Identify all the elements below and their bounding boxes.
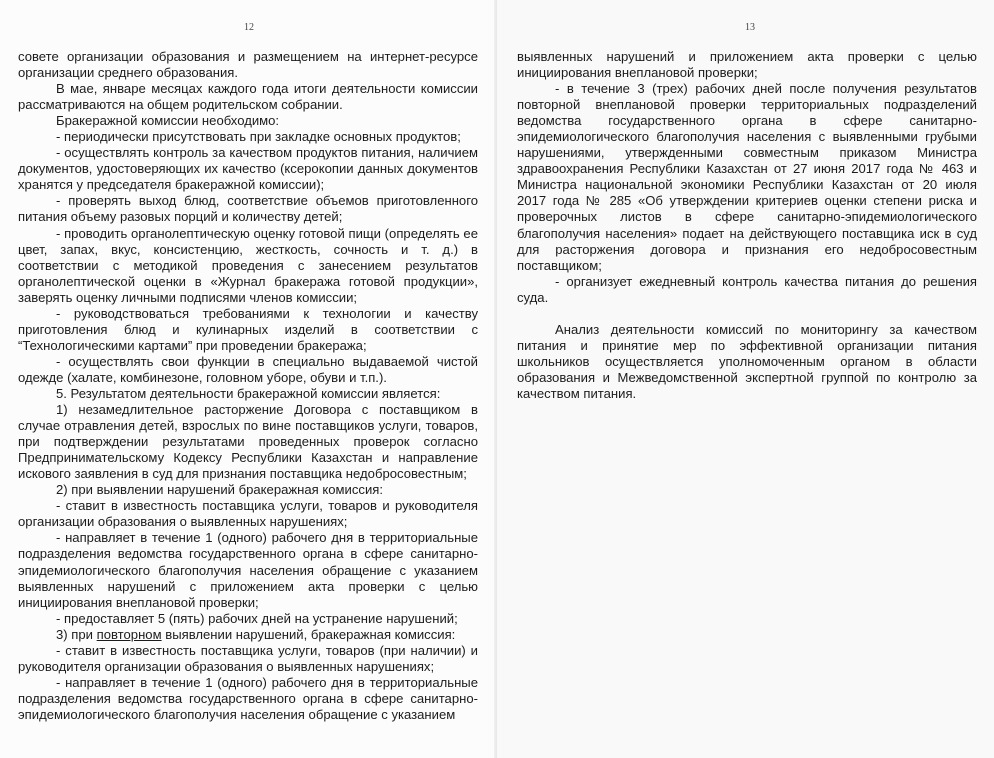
page-number: 12: [244, 22, 254, 33]
numbered-item: 1) незамедлительное расторжение Договора с поставщиком в случае отравления детей, взрослых по вине поставщиков услуги, товаров, при подтверждении результатами проведенных проверок согласно Предпринимательскому Кодексу Республики Казахстан и направление искового заявления в суд для признания поставщика недобросовестным;: [18, 402, 478, 482]
list-item: - направляет в течение 1 (одного) рабочего дня в территориальные подразделения ведомства государственного органа в сфере санитарно-эпидемиологического благополучия населения обращение с указанием выявленных нарушений с приложением акта проверки с целью инициирования внеплановой проверки;: [18, 530, 478, 610]
list-item: - в течение 3 (трех) рабочих дней после получения результатов повторной внеплановой проверки территориальных подразделений ведомства государственного органа в сфере санитарно-эпидемиологического благополучия населения с выявленными грубыми нарушениями, утвержденными совместным приказом Министра здравоохранения Республики Казахстан от 27 июня 2017 года № 463 и Министра национальной экономики Республики Казахстан от 20 июля 2017 года № 285 «Об утверждении критериев оценки степени риска и проверочных листов в сфере санитарно-эпидемиологического благополучия населения» подает на действующего поставщика иск в суд для расторжения договора и признания его недобросовестным поставщиком;: [517, 81, 977, 273]
list-item: - проводить органолептическую оценку готовой пищи (определять ее цвет, запах, вкус, консистенцию, жесткость, сочность и т. д.) в соответствии с методикой проведения с занесением результатов органолептической оценки в «Журнал бракеража готовой продукции», заверять оценку личными подписями членов комиссии;: [18, 225, 478, 305]
list-item: - руководствоваться требованиями к технологии и качеству приготовления блюд и кулинарных изделий в соответствии с “Технологическими картами” при проведении бракеража;: [18, 305, 478, 353]
numbered-item: [18, 627, 478, 643]
list-item: - предоставляет 5 (пять) рабочих дней на устранение нарушений;: [56, 610, 458, 626]
list-item: - проверять выход блюд, соответствие объемов приготовленного питания объему разовых порций и количеству детей;: [18, 193, 478, 225]
paragraph: Бракеражной комиссии необходимо:: [56, 113, 280, 129]
paragraph: В мае, январе месяцах каждого года итоги деятельности комиссии рассматриваются на общем родительском собрании.: [18, 81, 478, 113]
list-item: - осуществлять контроль за качеством продуктов питания, наличием документов, удостоверяющих их качество (ксерокопии данных документов хранятся у председателя бракеражной комиссии);: [18, 145, 478, 193]
right-page-text: [517, 49, 977, 402]
item-text: выявлении нарушений, бракеражная комиссия:: [165, 626, 456, 642]
item-number: 3): [56, 626, 68, 642]
list-item: - периодически присутствовать при закладке основных продуктов;: [56, 129, 461, 145]
list-item: - направляет в течение 1 (одного) рабочего дня в территориальные подразделения ведомства государственного органа в сфере санитарно-эпидемиологического благополучия населения обращение с указанием: [18, 674, 478, 722]
underlined-word: повторном: [96, 626, 162, 642]
paragraph: Анализ деятельности комиссий по мониторингу за качеством питания и принятие мер по эффективной организации питания школьников осуществляется уполномоченным органом в области образования и Межведомственной экспертной группой по контролю за качеством питания.: [517, 321, 977, 401]
section-heading: 5. Результатом деятельности бракеражной комиссии является:: [56, 385, 441, 401]
left-page-text: [18, 49, 478, 723]
page-number: 13: [745, 22, 755, 33]
list-item: - ставит в известность поставщика услуги, товаров и руководителя организации образования о выявленных нарушениях;: [18, 498, 478, 530]
list-item: - организует ежедневный контроль качества питания до решения суда.: [517, 273, 977, 305]
item-text: при: [71, 626, 93, 642]
list-item: - ставит в известность поставщика услуги, товаров (при наличии) и руководителя организации образования о выявленных нарушениях;: [18, 642, 478, 674]
numbered-item: 2) при выявлении нарушений бракеражная комиссия:: [56, 482, 384, 498]
paragraph: совете организации образования и размещением на интернет-ресурсе организации среднего образования.: [18, 49, 478, 81]
right-page: [497, 0, 994, 758]
paragraph: выявленных нарушений и приложением акта проверки с целью инициирования внеплановой проверки;: [517, 49, 977, 81]
list-item: - осуществлять свои функции в специально выдаваемой чистой одежде (халате, комбинезоне, головном уборе, обуви и т.п.).: [18, 353, 478, 385]
